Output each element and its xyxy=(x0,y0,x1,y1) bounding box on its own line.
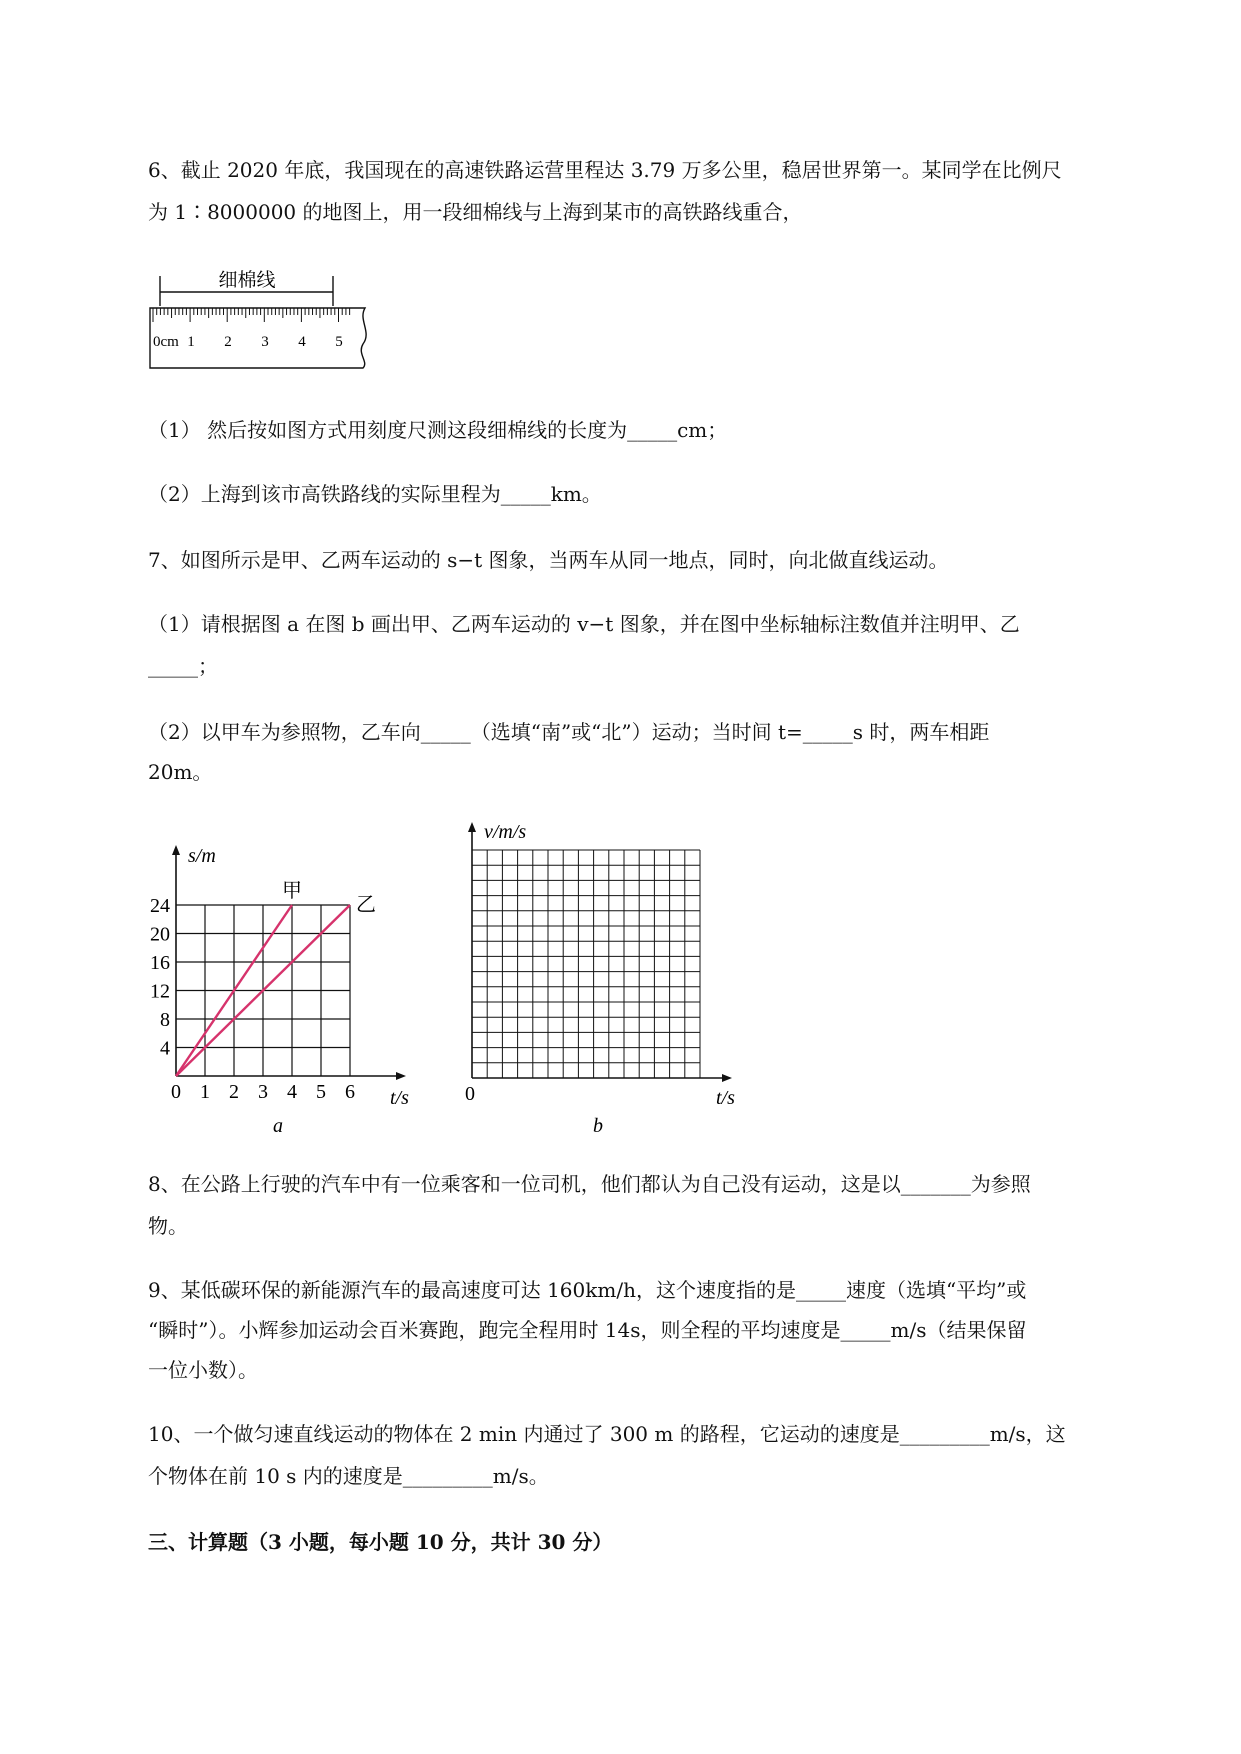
ruler-ticks xyxy=(153,308,350,322)
graph-a-series-label-1: 乙 xyxy=(356,894,376,916)
q6-text-line1: 6、截止 2020 年底，我国现在的高速铁路运营里程达 3.79 万多公里，稳居世界第一。某同学在比例尺 xyxy=(148,158,1062,182)
ruler-label-0: 0cm xyxy=(153,334,179,350)
graph-a-x-tick-label: 5 xyxy=(316,1081,326,1103)
graph-a-x-tick-label: 4 xyxy=(287,1081,297,1103)
graph-a-series-label-0: 甲 xyxy=(282,880,302,902)
graph-a-y-tick-label: 12 xyxy=(150,980,170,1003)
graph-a-x-tick-label: 3 xyxy=(258,1081,268,1103)
q7-sub2-line1: （2）以甲车为参照物，乙车向_____（选填“南”或“北”）运动；当时间 t=_____s 时，两车相距 xyxy=(148,720,990,744)
graph-a-x-tick-label: 2 xyxy=(229,1081,239,1103)
q10-text-line1: 10、一个做匀速直线运动的物体在 2 min 内通过了 300 m 的路程，它运动的速度是_________m/s，这 xyxy=(148,1422,1066,1446)
q7-sub1-line2: _____； xyxy=(148,654,218,678)
q10-text-line2: 个物体在前 10 s 内的速度是_________m/s。 xyxy=(148,1464,549,1488)
graph-b-caption: b xyxy=(593,1115,603,1137)
graph-b-grid xyxy=(472,850,700,1078)
graph-b-x-arrow xyxy=(722,1074,732,1082)
ruler-caption: 细棉线 xyxy=(218,270,276,291)
graph-a-y-arrow xyxy=(172,845,180,855)
q6-sub2: （2）上海到该市高铁路线的实际里程为_____km。 xyxy=(148,482,602,506)
q7-sub2-line2: 20m。 xyxy=(148,760,213,784)
ruler-label-5: 5 xyxy=(335,334,343,350)
ruler-body xyxy=(150,308,366,368)
graph-a xyxy=(150,840,420,1140)
graph-a-y-tick-label: 20 xyxy=(150,923,170,946)
graph-a-y-label: s/m xyxy=(188,845,216,867)
graph-b xyxy=(450,816,750,1140)
graph-b-x-label: t/s xyxy=(716,1087,735,1109)
q8-text-line1: 8、在公路上行驶的汽车中有一位乘客和一位司机，他们都认为自己没有运动，这是以_______为参照 xyxy=(148,1172,1031,1196)
q9-text-line3: 一位小数）。 xyxy=(148,1358,258,1382)
graph-a-x-tick-label: 6 xyxy=(345,1081,355,1103)
ruler-label-1: 1 xyxy=(187,334,195,350)
ruler-label-4: 4 xyxy=(298,334,306,350)
graph-b-origin: 0 xyxy=(465,1083,475,1105)
graph-a-y-tick-label: 24 xyxy=(150,895,170,917)
q8-text-line2: 物。 xyxy=(148,1214,188,1238)
q6-sub1: （1） 然后按如图方式用刻度尺测这段细棉线的长度为_____cm； xyxy=(148,418,728,442)
ruler-label-3: 3 xyxy=(261,334,269,350)
graph-a-y-tick-label: 8 xyxy=(160,1009,170,1031)
graph-b-y-label: v/m/s xyxy=(484,821,527,843)
graph-a-y-tick-label: 4 xyxy=(160,1037,170,1060)
graph-a-y-tick-label: 16 xyxy=(150,952,170,974)
q6-text-line2: 为 1∶8000000 的地图上，用一段细棉线与上海到某市的高铁路线重合， xyxy=(148,200,803,224)
graph-a-x-tick-label: 1 xyxy=(200,1081,210,1103)
graph-a-caption: a xyxy=(273,1115,283,1137)
q7-sub1-line1: （1）请根据图 a 在图 b 画出甲、乙两车运动的 v−t 图象，并在图中坐标轴标注数值并注明甲、乙 xyxy=(148,612,1020,636)
q7-text-line1: 7、如图所示是甲、乙两车运动的 s−t 图象，当两车从同一地点，同时，向北做直线运动。 xyxy=(148,548,949,572)
graph-a-x-label: t/s xyxy=(390,1087,409,1109)
graph-b-y-arrow xyxy=(468,822,476,832)
q9-text-line1: 9、某低碳环保的新能源汽车的最高速度可达 160km/h，这个速度指的是_____速度（选填“平均”或 xyxy=(148,1278,1027,1302)
q9-text-line2: “瞬时”）。小辉参加运动会百米赛跑，跑完全程用时 14s，则全程的平均速度是_____m/s（结果保留 xyxy=(148,1318,1027,1342)
ruler-label-2: 2 xyxy=(224,334,232,350)
graph-a-x-arrow xyxy=(396,1072,406,1080)
graph-a-origin: 0 xyxy=(171,1081,181,1103)
ruler-figure xyxy=(145,262,375,374)
graph-a-series xyxy=(176,880,376,1076)
section-3-title: 三、计算题（3 小题，每小题 10 分，共计 30 分） xyxy=(148,1530,613,1554)
